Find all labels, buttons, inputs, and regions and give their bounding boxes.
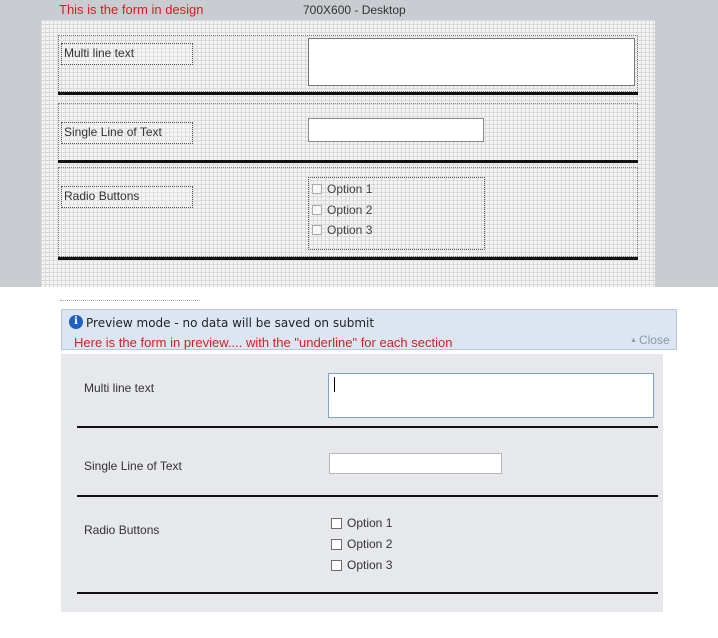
option-label: Option 2 <box>347 537 393 551</box>
section-underline <box>77 592 658 594</box>
single-line-text-input[interactable] <box>329 453 502 474</box>
checkbox-icon[interactable] <box>331 560 342 571</box>
info-icon: i <box>69 315 83 329</box>
close-button[interactable] <box>630 333 670 347</box>
designer-section-underline <box>58 92 638 95</box>
option-label: Option 3 <box>347 558 393 572</box>
divider <box>60 300 200 301</box>
designer-option-label: Option 2 <box>327 203 373 217</box>
designer-multiline-field[interactable] <box>308 38 635 86</box>
preview-mode-message: Preview mode - no data will be saved on submit <box>86 316 375 330</box>
designer-option-label: Option 1 <box>327 182 373 196</box>
checkbox-icon <box>312 205 322 215</box>
preview-label-single: Single Line of Text <box>84 459 182 473</box>
close-label: Close <box>638 333 670 347</box>
option-label: Option 1 <box>347 516 393 530</box>
designer-option-label: Option 3 <box>327 223 373 237</box>
preview-annotation: Here is the form in preview.... with the "underline" for each section <box>74 335 453 350</box>
designer-single-line-field[interactable] <box>308 118 484 142</box>
option-2-checkbox[interactable] <box>331 537 392 551</box>
preview-label-radio: Radio Buttons <box>84 523 160 537</box>
designer-label-single[interactable]: Single Line of Text <box>61 122 193 144</box>
checkbox-icon[interactable] <box>331 518 342 529</box>
section-underline <box>77 495 658 497</box>
caret-up-icon: ▲ <box>630 336 637 344</box>
designer-option <box>312 223 372 237</box>
checkbox-icon <box>312 225 322 235</box>
designer-label-multi[interactable]: Multi line text <box>61 43 193 65</box>
designer-section-underline <box>58 257 638 260</box>
checkbox-icon <box>312 184 322 194</box>
designer-option <box>312 203 372 217</box>
designer-section-underline <box>58 160 638 163</box>
designer-label-radio[interactable]: Radio Buttons <box>61 186 193 208</box>
designer-size-label: 700X600 - Desktop <box>303 3 406 17</box>
text-cursor <box>334 377 335 392</box>
designer-option <box>312 182 372 196</box>
option-1-checkbox[interactable] <box>331 516 392 530</box>
section-underline <box>77 426 658 428</box>
designer-annotation: This is the form in design <box>59 2 204 17</box>
multiline-text-input[interactable] <box>328 373 654 418</box>
option-3-checkbox[interactable] <box>331 558 392 572</box>
checkbox-icon[interactable] <box>331 539 342 550</box>
preview-label-multi: Multi line text <box>84 381 155 395</box>
